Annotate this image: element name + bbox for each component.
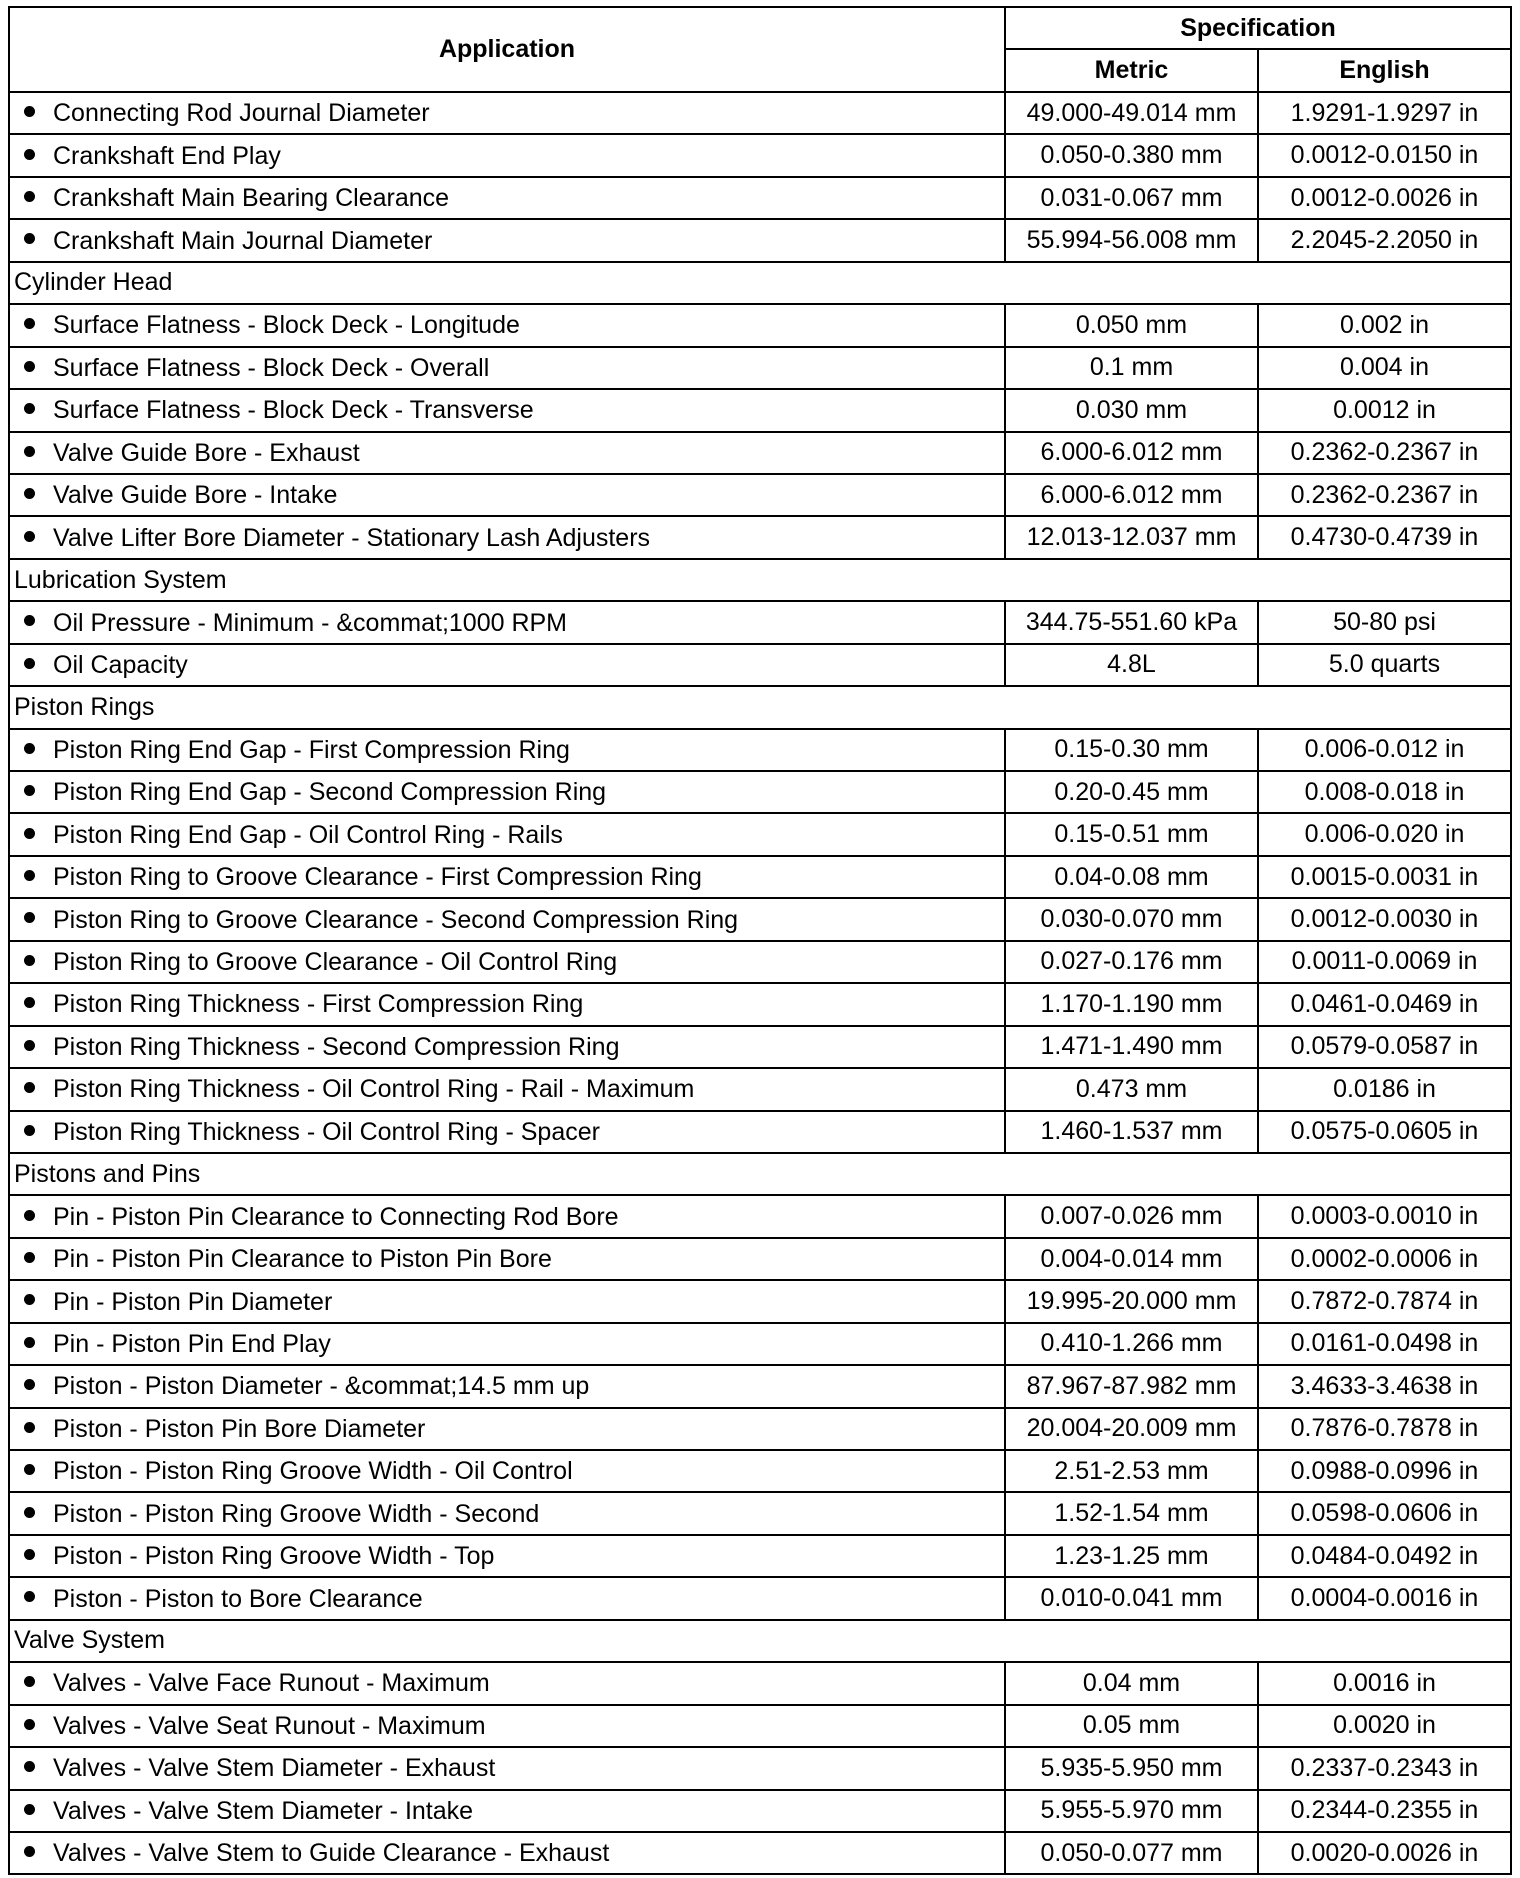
- table-row: [9, 1365, 1511, 1407]
- table-row: [9, 1832, 1511, 1874]
- table-row: [9, 1323, 1511, 1365]
- metric-cell: 5.955-5.970 mm: [1005, 1790, 1258, 1832]
- english-cell: 0.0575-0.0605 in: [1258, 1111, 1511, 1153]
- bullet-icon: [24, 1761, 35, 1772]
- english-header: English: [1258, 49, 1511, 92]
- english-cell: 3.4633-3.4638 in: [1258, 1365, 1511, 1407]
- english-cell: 0.0161-0.0498 in: [1258, 1323, 1511, 1365]
- bullet-icon: [24, 1125, 35, 1136]
- section-title: Piston Rings: [9, 686, 1511, 728]
- bullet-icon: [24, 1337, 35, 1348]
- application-label: Surface Flatness - Block Deck - Longitude: [53, 311, 520, 340]
- application-label: Piston Ring End Gap - Oil Control Ring - Rails: [53, 820, 563, 849]
- application-cell: [9, 1747, 1005, 1789]
- application-cell: [9, 1408, 1005, 1450]
- bullet-icon: [24, 106, 35, 117]
- application-cell: [9, 1323, 1005, 1365]
- table-row: [9, 601, 1511, 643]
- application-cell: [9, 771, 1005, 813]
- bullet-icon: [24, 1379, 35, 1390]
- bullet-icon: [24, 1082, 35, 1093]
- header-row-top: [9, 7, 1511, 49]
- application-cell: [9, 347, 1005, 389]
- application-cell: [9, 516, 1005, 558]
- application-cell: [9, 1832, 1005, 1874]
- english-cell: 0.0186 in: [1258, 1068, 1511, 1110]
- specification-table: [8, 6, 1512, 1875]
- metric-cell: 87.967-87.982 mm: [1005, 1365, 1258, 1407]
- english-cell: 0.7876-0.7878 in: [1258, 1408, 1511, 1450]
- application-cell: [9, 1111, 1005, 1153]
- table-row: [9, 1535, 1511, 1577]
- bullet-icon: [24, 1549, 35, 1560]
- application-label: Pin - Piston Pin Clearance to Connecting Rod Bore: [53, 1202, 619, 1231]
- metric-cell: 12.013-12.037 mm: [1005, 516, 1258, 558]
- english-cell: 0.008-0.018 in: [1258, 771, 1511, 813]
- metric-cell: 0.050-0.380 mm: [1005, 134, 1258, 176]
- application-label: Crankshaft Main Journal Diameter: [53, 226, 433, 255]
- section-row: [9, 262, 1511, 304]
- application-label: Piston - Piston to Bore Clearance: [53, 1584, 423, 1613]
- table-row: [9, 347, 1511, 389]
- metric-cell: 0.04-0.08 mm: [1005, 856, 1258, 898]
- section-row: [9, 686, 1511, 728]
- metric-cell: 0.15-0.51 mm: [1005, 813, 1258, 855]
- metric-cell: 0.010-0.041 mm: [1005, 1577, 1258, 1619]
- bullet-icon: [24, 191, 35, 202]
- english-cell: 0.0003-0.0010 in: [1258, 1195, 1511, 1237]
- metric-cell: 0.410-1.266 mm: [1005, 1323, 1258, 1365]
- application-cell: [9, 134, 1005, 176]
- metric-cell: 0.473 mm: [1005, 1068, 1258, 1110]
- metric-cell: 1.23-1.25 mm: [1005, 1535, 1258, 1577]
- bullet-icon: [24, 1804, 35, 1815]
- metric-cell: 0.20-0.45 mm: [1005, 771, 1258, 813]
- application-label: Pin - Piston Pin Diameter: [53, 1287, 333, 1316]
- english-cell: 2.2045-2.2050 in: [1258, 219, 1511, 261]
- application-cell: [9, 1280, 1005, 1322]
- table-body: [9, 92, 1511, 1874]
- application-cell: [9, 898, 1005, 940]
- table-row: [9, 729, 1511, 771]
- english-cell: 0.0461-0.0469 in: [1258, 983, 1511, 1025]
- metric-cell: 6.000-6.012 mm: [1005, 474, 1258, 516]
- english-cell: 0.0004-0.0016 in: [1258, 1577, 1511, 1619]
- application-cell: [9, 601, 1005, 643]
- section-title: Cylinder Head: [9, 262, 1511, 304]
- bullet-icon: [24, 1676, 35, 1687]
- application-cell: [9, 1450, 1005, 1492]
- english-cell: 0.2344-0.2355 in: [1258, 1790, 1511, 1832]
- application-label: Oil Pressure - Minimum - &commat;1000 RPM: [53, 608, 568, 637]
- application-label: Oil Capacity: [53, 650, 188, 679]
- table-row: [9, 1662, 1511, 1704]
- english-cell: 0.0016 in: [1258, 1662, 1511, 1704]
- table-row: [9, 92, 1511, 134]
- english-cell: 0.0988-0.0996 in: [1258, 1450, 1511, 1492]
- application-cell: [9, 474, 1005, 516]
- metric-cell: 0.04 mm: [1005, 1662, 1258, 1704]
- table-row: [9, 1577, 1511, 1619]
- table-row: [9, 1195, 1511, 1237]
- bullet-icon: [24, 149, 35, 160]
- application-cell: [9, 813, 1005, 855]
- application-label: Valve Guide Bore - Exhaust: [53, 438, 360, 467]
- bullet-icon: [24, 658, 35, 669]
- metric-cell: 1.52-1.54 mm: [1005, 1492, 1258, 1534]
- bullet-icon: [24, 997, 35, 1008]
- bullet-icon: [24, 912, 35, 923]
- application-label: Pin - Piston Pin Clearance to Piston Pin Bore: [53, 1244, 552, 1273]
- table-row: [9, 1068, 1511, 1110]
- bullet-icon: [24, 955, 35, 966]
- bullet-icon: [24, 828, 35, 839]
- section-title: Lubrication System: [9, 559, 1511, 601]
- bullet-icon: [24, 488, 35, 499]
- table-row: [9, 771, 1511, 813]
- application-cell: [9, 1705, 1005, 1747]
- metric-cell: 0.007-0.026 mm: [1005, 1195, 1258, 1237]
- bullet-icon: [24, 446, 35, 457]
- bullet-icon: [24, 1507, 35, 1518]
- metric-cell: 1.471-1.490 mm: [1005, 1026, 1258, 1068]
- bullet-icon: [24, 531, 35, 542]
- metric-cell: 0.030-0.070 mm: [1005, 898, 1258, 940]
- metric-cell: 0.05 mm: [1005, 1705, 1258, 1747]
- application-cell: [9, 1238, 1005, 1280]
- english-cell: 0.0579-0.0587 in: [1258, 1026, 1511, 1068]
- application-cell: [9, 983, 1005, 1025]
- english-cell: 0.4730-0.4739 in: [1258, 516, 1511, 558]
- table-row: [9, 389, 1511, 431]
- metric-cell: 1.460-1.537 mm: [1005, 1111, 1258, 1153]
- metric-cell: 55.994-56.008 mm: [1005, 219, 1258, 261]
- bullet-icon: [24, 1210, 35, 1221]
- application-label: Crankshaft Main Bearing Clearance: [53, 184, 450, 213]
- english-cell: 50-80 psi: [1258, 601, 1511, 643]
- metric-cell: 20.004-20.009 mm: [1005, 1408, 1258, 1450]
- application-label: Valves - Valve Seat Runout - Maximum: [53, 1711, 486, 1740]
- application-cell: [9, 92, 1005, 134]
- metric-cell: 5.935-5.950 mm: [1005, 1747, 1258, 1789]
- bullet-icon: [24, 1294, 35, 1305]
- specification-header: Specification: [1005, 7, 1511, 49]
- bullet-icon: [24, 318, 35, 329]
- table-row: [9, 856, 1511, 898]
- section-row: [9, 1620, 1511, 1662]
- english-cell: 0.0012-0.0030 in: [1258, 898, 1511, 940]
- table-row: [9, 1790, 1511, 1832]
- application-label: Piston Ring Thickness - First Compression Ring: [53, 990, 584, 1019]
- application-cell: [9, 941, 1005, 983]
- metric-cell: 0.1 mm: [1005, 347, 1258, 389]
- table-row: [9, 134, 1511, 176]
- table-row: [9, 1492, 1511, 1534]
- english-cell: 0.0012-0.0026 in: [1258, 177, 1511, 219]
- application-label: Piston Ring to Groove Clearance - First Compression Ring: [53, 863, 702, 892]
- table-row: [9, 941, 1511, 983]
- table-row: [9, 304, 1511, 346]
- section-row: [9, 559, 1511, 601]
- english-cell: 5.0 quarts: [1258, 644, 1511, 686]
- metric-cell: 0.031-0.067 mm: [1005, 177, 1258, 219]
- application-label: Piston - Piston Ring Groove Width - Oil Control: [53, 1457, 573, 1486]
- metric-cell: 0.027-0.176 mm: [1005, 941, 1258, 983]
- application-label: Piston Ring Thickness - Oil Control Ring - Rail - Maximum: [53, 1075, 695, 1104]
- metric-cell: 49.000-49.014 mm: [1005, 92, 1258, 134]
- application-label: Valve Lifter Bore Diameter - Stationary Lash Adjusters: [53, 523, 651, 552]
- application-label: Piston Ring Thickness - Second Compression Ring: [53, 1032, 620, 1061]
- application-label: Valves - Valve Stem Diameter - Exhaust: [53, 1754, 496, 1783]
- english-cell: 0.2362-0.2367 in: [1258, 474, 1511, 516]
- english-cell: 0.0011-0.0069 in: [1258, 941, 1511, 983]
- application-cell: [9, 1195, 1005, 1237]
- english-cell: 0.006-0.012 in: [1258, 729, 1511, 771]
- application-label: Surface Flatness - Block Deck - Overall: [53, 353, 490, 382]
- english-cell: 1.9291-1.9297 in: [1258, 92, 1511, 134]
- metric-cell: 0.030 mm: [1005, 389, 1258, 431]
- table-row: [9, 1705, 1511, 1747]
- application-cell: [9, 219, 1005, 261]
- application-cell: [9, 1790, 1005, 1832]
- application-cell: [9, 389, 1005, 431]
- english-cell: 0.0484-0.0492 in: [1258, 1535, 1511, 1577]
- application-label: Piston Ring End Gap - First Compression Ring: [53, 735, 570, 764]
- metric-cell: 0.15-0.30 mm: [1005, 729, 1258, 771]
- application-cell: [9, 304, 1005, 346]
- metric-cell: 0.004-0.014 mm: [1005, 1238, 1258, 1280]
- application-label: Connecting Rod Journal Diameter: [53, 99, 430, 128]
- english-cell: 0.7872-0.7874 in: [1258, 1280, 1511, 1322]
- application-cell: [9, 644, 1005, 686]
- application-label: Piston Ring to Groove Clearance - Second Compression Ring: [53, 905, 739, 934]
- application-cell: [9, 1492, 1005, 1534]
- metric-cell: 19.995-20.000 mm: [1005, 1280, 1258, 1322]
- application-label: Valves - Valve Face Runout - Maximum: [53, 1669, 490, 1698]
- application-cell: [9, 1068, 1005, 1110]
- application-label: Pin - Piston Pin End Play: [53, 1329, 331, 1358]
- table-header: [9, 7, 1511, 92]
- english-cell: 0.2362-0.2367 in: [1258, 432, 1511, 474]
- application-label: Piston - Piston Diameter - &commat;14.5 mm up: [53, 1372, 590, 1401]
- table-row: [9, 898, 1511, 940]
- metric-cell: 0.050 mm: [1005, 304, 1258, 346]
- application-label: Surface Flatness - Block Deck - Transverse: [53, 396, 534, 425]
- table-row: [9, 1450, 1511, 1492]
- english-cell: 0.0012 in: [1258, 389, 1511, 431]
- english-cell: 0.2337-0.2343 in: [1258, 1747, 1511, 1789]
- application-label: Piston - Piston Pin Bore Diameter: [53, 1414, 426, 1443]
- application-label: Piston Ring Thickness - Oil Control Ring - Spacer: [53, 1117, 600, 1146]
- bullet-icon: [24, 233, 35, 244]
- english-cell: 0.0598-0.0606 in: [1258, 1492, 1511, 1534]
- application-label: Crankshaft End Play: [53, 141, 281, 170]
- table-row: [9, 432, 1511, 474]
- table-row: [9, 1408, 1511, 1450]
- table-row: [9, 1111, 1511, 1153]
- bullet-icon: [24, 361, 35, 372]
- english-cell: 0.006-0.020 in: [1258, 813, 1511, 855]
- bullet-icon: [24, 403, 35, 414]
- bullet-icon: [24, 1464, 35, 1475]
- application-cell: [9, 177, 1005, 219]
- english-cell: 0.0002-0.0006 in: [1258, 1238, 1511, 1280]
- english-cell: 0.002 in: [1258, 304, 1511, 346]
- table-row: [9, 474, 1511, 516]
- bullet-icon: [24, 1252, 35, 1263]
- table-row: [9, 1026, 1511, 1068]
- application-label: Valves - Valve Stem Diameter - Intake: [53, 1796, 474, 1825]
- table-row: [9, 516, 1511, 558]
- metric-cell: 0.050-0.077 mm: [1005, 1832, 1258, 1874]
- section-title: Pistons and Pins: [9, 1153, 1511, 1195]
- application-cell: [9, 1026, 1005, 1068]
- english-cell: 0.0020-0.0026 in: [1258, 1832, 1511, 1874]
- english-cell: 0.0015-0.0031 in: [1258, 856, 1511, 898]
- table-row: [9, 983, 1511, 1025]
- application-cell: [9, 1577, 1005, 1619]
- table-row: [9, 1238, 1511, 1280]
- metric-cell: 6.000-6.012 mm: [1005, 432, 1258, 474]
- bullet-icon: [24, 743, 35, 754]
- application-label: Piston Ring End Gap - Second Compression Ring: [53, 778, 607, 807]
- application-cell: [9, 432, 1005, 474]
- metric-cell: 1.170-1.190 mm: [1005, 983, 1258, 1025]
- table-row: [9, 177, 1511, 219]
- application-cell: [9, 1662, 1005, 1704]
- english-cell: 0.0012-0.0150 in: [1258, 134, 1511, 176]
- bullet-icon: [24, 1422, 35, 1433]
- bullet-icon: [24, 1591, 35, 1602]
- metric-header: Metric: [1005, 49, 1258, 92]
- bullet-icon: [24, 870, 35, 881]
- bullet-icon: [24, 1719, 35, 1730]
- application-label: Piston Ring to Groove Clearance - Oil Control Ring: [53, 947, 618, 976]
- english-cell: 0.004 in: [1258, 347, 1511, 389]
- metric-cell: 4.8L: [1005, 644, 1258, 686]
- bullet-icon: [24, 785, 35, 796]
- application-cell: [9, 1535, 1005, 1577]
- application-cell: [9, 729, 1005, 771]
- table-row: [9, 1747, 1511, 1789]
- table-row: [9, 813, 1511, 855]
- table-row: [9, 644, 1511, 686]
- metric-cell: 2.51-2.53 mm: [1005, 1450, 1258, 1492]
- bullet-icon: [24, 615, 35, 626]
- bullet-icon: [24, 1040, 35, 1051]
- section-title: Valve System: [9, 1620, 1511, 1662]
- english-cell: 0.0020 in: [1258, 1705, 1511, 1747]
- metric-cell: 344.75-551.60 kPa: [1005, 601, 1258, 643]
- application-header: Application: [9, 7, 1005, 92]
- application-cell: [9, 1365, 1005, 1407]
- application-cell: [9, 856, 1005, 898]
- application-label: Valve Guide Bore - Intake: [53, 481, 338, 510]
- section-row: [9, 1153, 1511, 1195]
- table-row: [9, 219, 1511, 261]
- table-row: [9, 1280, 1511, 1322]
- application-label: Piston - Piston Ring Groove Width - Top: [53, 1542, 495, 1571]
- bullet-icon: [24, 1846, 35, 1857]
- application-label: Valves - Valve Stem to Guide Clearance - Exhaust: [53, 1839, 610, 1868]
- application-label: Piston - Piston Ring Groove Width - Second: [53, 1499, 540, 1528]
